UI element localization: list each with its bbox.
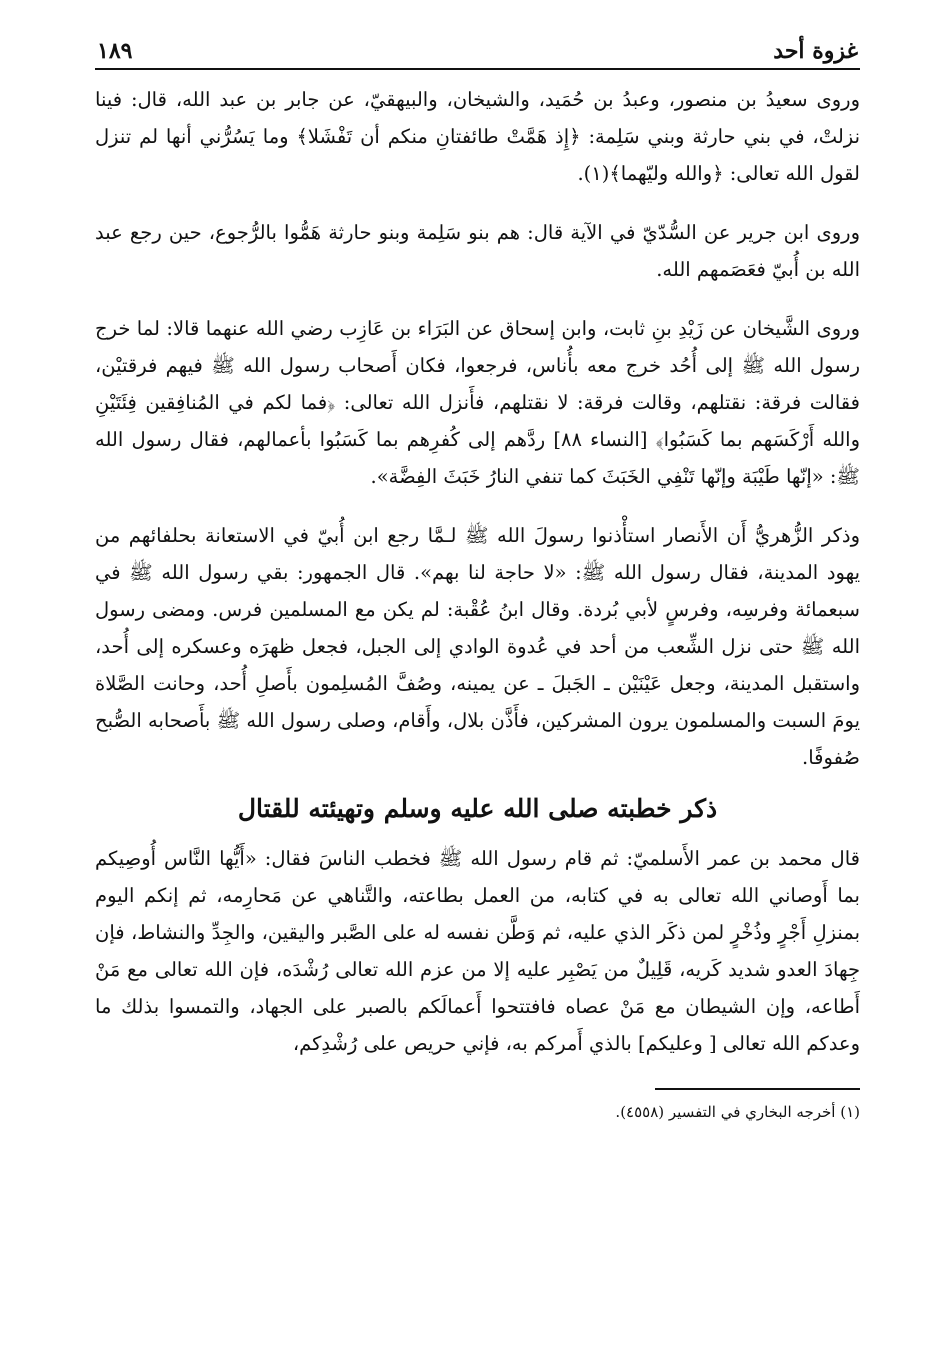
footnote: (١) أخرجه البخاري في التفسير (٤٥٥٨).: [615, 1103, 860, 1121]
running-header: [95, 30, 860, 70]
chapter-title: غزوة أحد: [773, 38, 858, 64]
section-heading: ذكر خطبته صلى الله عليه وسلم وتهيئته للقتال: [237, 794, 718, 823]
footnote-divider: [655, 1088, 860, 1090]
book-page: [95, 30, 860, 1124]
paragraph-1: وروى سعيدُ بن منصور، وعبدُ بن حُمَيد، والشيخان، والبيهقيّ، عن جابر بن عبد الله، قال: فينا نزلتْ، في بني حارثة وبني سَلِمة: ﴿إِذ هَمَّتْ طائفتانِ منكم أن تَفْشَلا﴾ وما يَسُرُّني أنها لم تنزل لقول الله تعالى: ﴿والله وليّهما﴾(١).: [95, 88, 860, 185]
paragraph-2: وروى ابن جرير عن السُّدّيّ في الآية قال: هم بنو سَلِمة وبنو حارثة هَمُّوا بالرُّجوع، حين رجع عبد الله بن أُبيّ فعَصَمهم الله.: [95, 221, 860, 281]
paragraph-4: وذكر الزُّهريُّ أَن الأَنصار استأْذنوا رسولَ الله ﷺ لـمَّا رجع ابن أُبيّ في الاستعانة بحلفائهم من يهود المدينة، فقال رسول الله ﷺ: «لا حاجة لنا بهم». قال الجمهور: بقي رسول الله ﷺ في سبعمائة وفرسِه، وفرسٍ لأبي بُردة. وقال ابنُ عُقْبة: لم يكن مع المسلمين فرس. ومضى رسول الله ﷺ حتى نزل الشِّعب من أحد في عُدوة الوادي إلى الجبل، فجعل ظهرَه وعسكره إلى أُحد، واستقبل المدينة، وجعل عَيْنَيْن ـ الجَبلَ ـ عن يمينه، وصُفَّ المُسلِمون بأَصلِ أُحد، وحانت الصَّلاة يومَ السبت والمسلمون يرون المشركين، فأَذَّن بلال، وأَقام، وصلى رسول الله ﷺ بأَصحابه الصُّبح صُفوفًا.: [95, 524, 860, 769]
paragraph-5: قال محمد بن عمر الأَسلميّ: ثم قام رسول الله ﷺ فخطب الناسَ فقال: «أَيُّها النَّاس أُوصِيكم بما أَوصاني الله تعالى به في كتابه، من العمل بطاعته، والتَّناهي عن مَحارِمه، ثم إنكم اليوم بمنزلِ أَجْرٍ وذُخْرٍ لمن ذكَر الذي عليه، ثم وَطَّن نفسه له على الصَّبر واليقين، والجِدِّ والنشاط، فإن جِهادَ العدو شديد كَريه، قَلِيلٌ من يَصْبِر عليه إلا من عزم الله تعالى رُشْدَه، فإن الله تعالى مع مَنْ أَطاعه، وإن الشيطان مع مَنْ عصاه فافتتحوا أَعمالَكم بالصبر على الجهاد، والتمسوا بذلك ما وعدكم الله تعالى [ وعليكم] بالذي أَمركم به، فإني حريص على رُشْدِكم،: [95, 847, 860, 1055]
page-number: ١٨٩: [97, 38, 133, 64]
paragraph-3: وروى الشَّيخان عن زَيْدِ بنِ ثابت، وابن إسحاق عن البَرَاء بن عَازِب رضي الله عنهما قالا: لما خرج رسول الله ﷺ إلى أُحُد خرج معه بأُناس، فرجعوا، فكان أَصحاب رسول الله ﷺ فيهم فرقتيْن، فقالت فرقة: نقتلهم، وقالت فرقة: لا نقتلهم، فأَنزل الله تعالى: ﴿فما لكم في المُنافِقين فِئَتَيْنِ والله أَرْكَسَهم بما كَسَبُوا﴾ [النساء ٨٨] ردَّهم إلى كُفرِهم بما كَسَبُوا بأعمالهم، فقال رسول الله ﷺ: «إنّها طَيْبَة وإنّها تَنْفِي الخَبَثَ كما تنفي النارُ خَبَثَ الفِضَّة».: [95, 317, 861, 488]
